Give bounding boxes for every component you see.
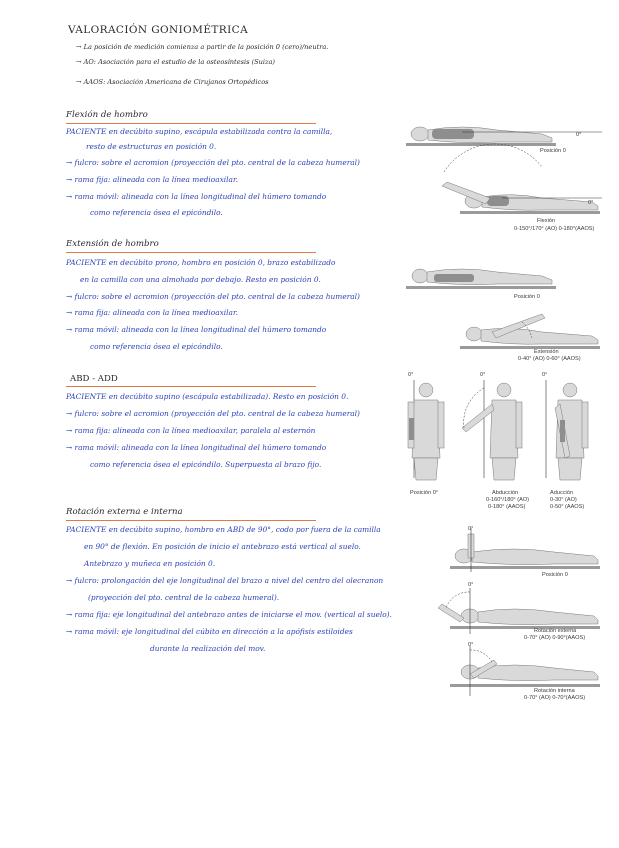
figure-shoulder-flexion xyxy=(402,112,602,238)
figure-caption: 0-70° (AO) 0-90°(AAOS) xyxy=(524,635,586,641)
figure-caption: Posición 0° xyxy=(410,490,439,496)
section-underline xyxy=(66,520,316,521)
figure-caption: 0-40° (AO) 0-60° (AAOS) xyxy=(518,356,581,362)
text-line: → fulcro: sobre el acromion (proyección del pto. central de la cabeza humeral) xyxy=(66,158,360,167)
angle-label: 0° xyxy=(468,582,474,588)
note-line: → AAOS: Asociación Americana de Cirujanos Ortopédicos xyxy=(76,78,269,86)
text-line: → rama móvil: alineada con la línea longitudinal del húmero tomando xyxy=(66,325,327,334)
figure-caption: Rotación externa xyxy=(534,628,577,634)
figure-caption: Posición 0 xyxy=(514,294,540,300)
section-title: Extensión de hombro xyxy=(66,239,159,249)
section-title: Flexión de hombro xyxy=(66,110,148,120)
flexion-illustration xyxy=(402,112,602,238)
angle-label: 0° xyxy=(542,372,548,378)
text-line: Antebrazo y muñeca en posición 0. xyxy=(84,559,216,568)
text-line: → rama fija: eje longitudinal del antebrazo antes de iniciarse el mov. (vertical al suelo). xyxy=(66,610,392,619)
text-line: → fulcro: sobre el acromion (proyección del pto. central de la cabeza humeral) xyxy=(66,409,360,418)
figure-caption: 0-30° (AO) xyxy=(550,497,577,503)
figure-caption: Rotación interna xyxy=(534,688,575,694)
text-line: como referencia ósea el epicóndilo. Superpuesta al brazo fijo. xyxy=(90,460,322,469)
section-title: Rotación externa e interna xyxy=(66,507,183,517)
section-underline xyxy=(66,386,316,387)
text-line: como referencia ósea el epicóndilo. xyxy=(90,342,223,351)
section-underline xyxy=(66,123,316,124)
figure-caption: Posición 0 xyxy=(542,572,568,578)
angle-label: 0° xyxy=(576,132,582,138)
figure-shoulder-extension xyxy=(402,248,602,364)
figure-caption: 0-70° (AO) 0-70°(AAOS) xyxy=(524,695,586,701)
text-line: PACIENTE en decúbito prono, hombro en posición 0, brazo estabilizado xyxy=(66,258,336,267)
text-line: → rama fija: alineada con la línea medioaxilar. xyxy=(66,175,239,184)
text-line: → rama fija: alineada con la línea medioaxilar. xyxy=(66,308,239,317)
angle-label: 0° xyxy=(480,372,486,378)
text-line: → fulcro: prolongación del eje longitudinal del brazo a nivel del centro del olecranon xyxy=(66,576,384,585)
text-line: PACIENTE en decúbito supino, escápula estabilizada contra la camilla, xyxy=(66,127,333,136)
text-line: → rama móvil: eje longitudinal del cúbito en dirección a la apófisis estiloides xyxy=(66,627,353,636)
figure-caption: 0-150°/170° (AO) 0-180°(AAOS) xyxy=(514,226,595,232)
text-line: resto de estructuras en posición 0. xyxy=(86,142,217,151)
text-line: → rama móvil: alineada con la línea longitudinal del húmero tomando xyxy=(66,192,327,201)
angle-label: 0° xyxy=(408,372,414,378)
text-line: en la camilla con una almohada por debajo. Resto en posición 0. xyxy=(80,275,321,284)
rotation-illustration xyxy=(424,522,604,708)
extension-illustration xyxy=(402,248,602,364)
section-title: ABD - ADD xyxy=(70,374,118,384)
text-line: como referencia ósea el epicóndilo. xyxy=(90,208,223,217)
figure-caption: 0-50° (AAOS) xyxy=(550,504,585,510)
text-line: → fulcro: sobre el acromion (proyección del pto. central de la cabeza humeral) xyxy=(66,292,360,301)
text-line: PACIENTE en decúbito supino (escápula estabilizada). Resto en posición 0. xyxy=(66,392,349,401)
section-underline xyxy=(66,252,316,253)
figure-caption: Abducción xyxy=(492,490,519,496)
note-line: → La posición de medición comienza a partir de la posición 0 (cero)/neutra. xyxy=(76,43,329,51)
figure-caption: Aducción xyxy=(550,490,574,496)
text-line: PACIENTE en decúbito supino, hombro en ABD de 90°, codo por fuera de la camilla xyxy=(66,525,381,534)
text-line: → rama fija: alineada con la línea medioaxilar, paralela al esternón xyxy=(66,426,316,435)
figure-caption: Posición 0 xyxy=(540,148,566,154)
page-title: VALORACIÓN GONIOMÉTRICA xyxy=(68,24,249,36)
figure-caption: Flexión xyxy=(537,218,556,224)
text-line: en 90° de flexión. En posición de inicio el antebrazo está vertical al suelo. xyxy=(84,542,361,551)
angle-label: 0° xyxy=(588,200,594,206)
note-line: → AO: Asociación para el estudio de la osteosíntesis (Suiza) xyxy=(76,58,276,66)
text-line: → rama móvil: alineada con la línea longitudinal del húmero tomando xyxy=(66,443,327,452)
angle-label: 0° xyxy=(468,526,474,532)
figure-caption: 0-180° (AAOS) xyxy=(488,504,526,510)
figure-caption: 0-160°/180° (AO) xyxy=(486,497,530,503)
angle-label: 0° xyxy=(468,642,474,648)
figure-shoulder-rotation xyxy=(424,522,604,708)
figure-shoulder-abd-add xyxy=(400,368,602,518)
text-line: (proyección del pto. central de la cabeza humeral). xyxy=(88,593,280,602)
text-line: durante la realización del mov. xyxy=(150,644,266,653)
figure-caption: Extensión xyxy=(534,349,559,355)
